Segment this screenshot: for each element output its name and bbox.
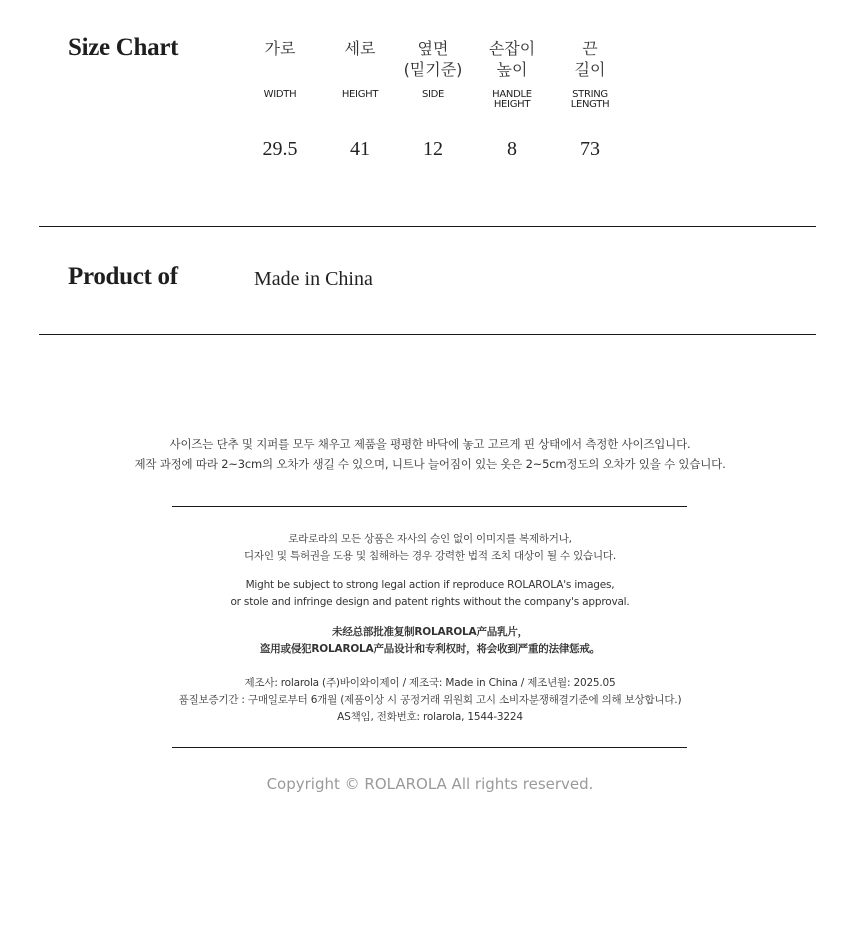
section-divider <box>39 334 816 335</box>
size-column-value: 73 <box>580 138 600 160</box>
size-column-en-label: STRING LENGTH <box>570 89 610 110</box>
legal-divider <box>172 747 687 748</box>
measurement-notes <box>0 434 860 474</box>
legal-line: 로라로라의 모든 상품은 자사의 승인 없이 이미지를 복제하거나, <box>288 533 572 545</box>
size-column-value: 29.5 <box>262 138 298 160</box>
size-column-kr-label: 끈 길이 <box>574 39 606 79</box>
legal-line: Might be subject to strong legal action if reproduce ROLAROLA's images, <box>245 579 615 591</box>
legal-notice-kr <box>0 531 860 565</box>
legal-notice-cn <box>0 624 860 658</box>
size-column-kr-label: 가로 <box>264 39 296 58</box>
size-column-en-label: WIDTH <box>263 89 297 100</box>
legal-line: 盗用或侵犯ROLAROLA产品设计和专利权时，将会收到严重的法律惩戒。 <box>259 643 601 655</box>
legal-line: 未经总部批准复制ROLAROLA产品乳片， <box>332 626 528 638</box>
size-column-en-label: HEIGHT <box>341 89 379 100</box>
size-chart-title: Size Chart <box>68 34 179 61</box>
legal-line: 디자인 및 특허권을 도용 및 침해하는 경우 강력한 법적 조치 대상이 될 수 있습니다. <box>243 550 617 562</box>
size-column-kr-label: 세로 <box>344 39 376 58</box>
info-line: AS책임, 전화번호: rolarola, 1544-3224 <box>337 711 523 723</box>
size-column-en-label: SIDE <box>421 89 445 100</box>
notes-divider <box>172 506 687 507</box>
copyright-text: Copyright © ROLAROLA All rights reserved. <box>266 775 594 793</box>
size-column-value: 12 <box>423 138 443 160</box>
product-of-title: Product of <box>68 263 178 290</box>
info-line: 제조사: rolarola (주)바이와이제이 / 제조국: Made in China / 제조년월: 2025.05 <box>244 677 616 689</box>
legal-notice-en <box>0 577 860 611</box>
product-of-value: Made in China <box>254 268 373 290</box>
size-column-string-length <box>545 38 635 161</box>
size-column-en-label: HANDLE HEIGHT <box>492 89 532 110</box>
section-divider <box>39 226 816 227</box>
info-line: 품질보증기간 : 구매일로부터 6개월 (제품이상 시 공정거래 위원회 고시 소비자분쟁해결기준에 의해 보상합니다.) <box>178 694 682 706</box>
size-column-kr-label: 손잡이 높이 <box>488 39 536 79</box>
measurement-note-line: 사이즈는 단추 및 지퍼를 모두 채우고 제품을 평평한 바닥에 놓고 고르게 핀 상태에서 측정한 사이즈입니다. <box>169 437 691 451</box>
size-column-kr-label: 옆면 (밑기준) <box>403 39 463 79</box>
legal-line: or stole and infringe design and patent rights without the company's approval. <box>230 596 630 608</box>
size-column-width <box>235 38 325 161</box>
manufacturer-info <box>0 675 860 726</box>
size-column-value: 41 <box>350 138 370 160</box>
size-column-side <box>388 38 478 161</box>
size-column-value: 8 <box>507 138 517 160</box>
measurement-note-line: 제작 과정에 따라 2~3cm의 오차가 생길 수 있으며, 니트나 늘어짐이 있는 옷은 2~5cm정도의 오차가 있을 수 있습니다. <box>134 457 726 471</box>
size-column-handle-height <box>467 38 557 161</box>
